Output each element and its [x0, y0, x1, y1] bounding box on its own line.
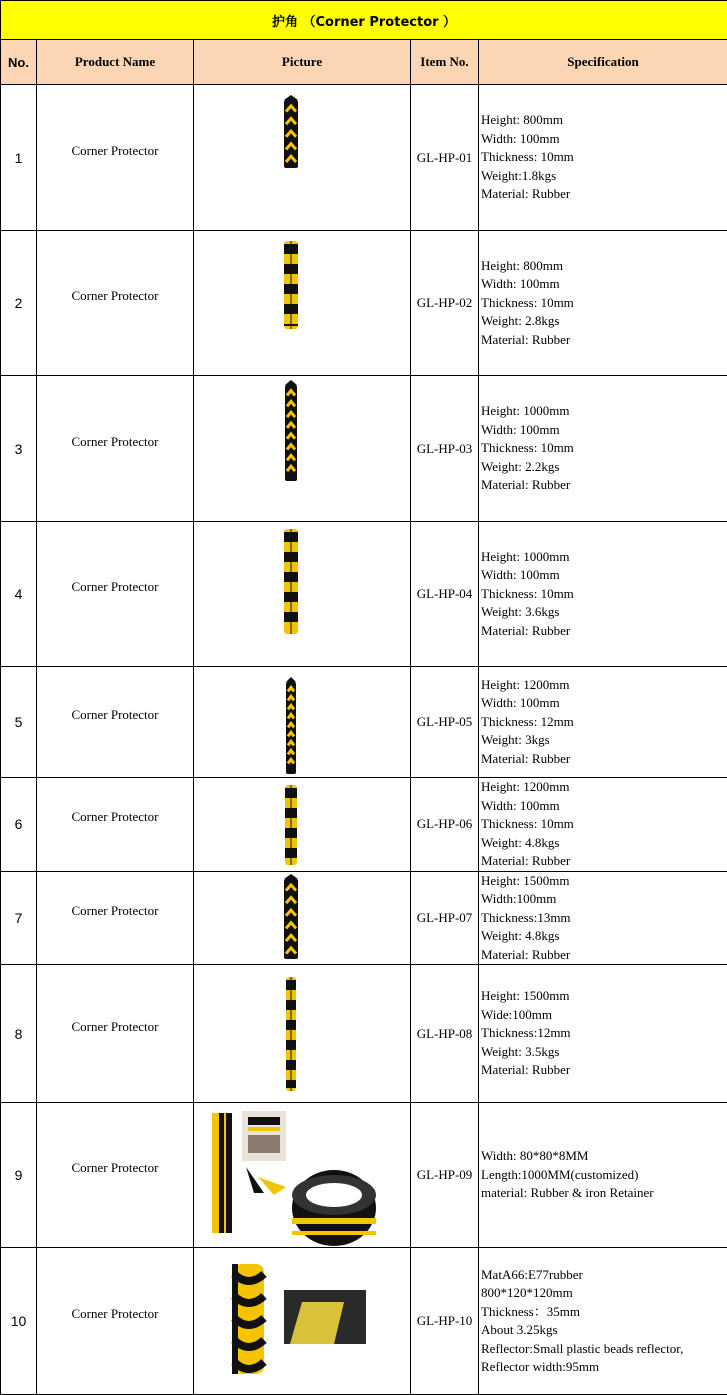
product-picture-cell: [194, 1248, 411, 1395]
product-name: Corner Protector: [71, 809, 158, 824]
specification-line: Height: 800mm: [481, 257, 727, 276]
row-number: 9: [1, 1103, 37, 1248]
table-row: [1, 778, 727, 872]
product-name: Corner Protector: [71, 1019, 158, 1034]
specification-line: Height: 1000mm: [481, 402, 727, 421]
striped-round-corner-protector-icon: [194, 231, 410, 375]
specification-line: Thickness:12mm: [481, 1024, 727, 1043]
product-picture-cell: [194, 522, 411, 667]
specification-line: Width: 80*80*8MM: [481, 1147, 727, 1166]
specification-line: MatA66:E77rubber: [481, 1266, 727, 1285]
specification-line: Thickness: 12mm: [481, 713, 727, 732]
specification-line: Material: Rubber: [481, 946, 727, 965]
item-number: GL-HP-04: [411, 522, 479, 667]
specification-line: Width: 100mm: [481, 130, 727, 149]
product-name: Corner Protector: [71, 288, 158, 303]
product-name-cell: [37, 667, 194, 778]
specification-line: Height: 1500mm: [481, 872, 727, 891]
specification-line: Weight: 3kgs: [481, 731, 727, 750]
specification-cell: [479, 376, 727, 522]
row-number: 7: [1, 871, 37, 965]
striped-round-corner-protector-icon: [194, 779, 410, 870]
row-number: 5: [1, 667, 37, 778]
product-picture-cell: [194, 85, 411, 231]
specification-line: Material: Rubber: [481, 622, 727, 641]
item-number: GL-HP-08: [411, 965, 479, 1103]
specification-line: material: Rubber & iron Retainer: [481, 1184, 727, 1203]
header-item-no: Item No.: [411, 40, 479, 85]
row-number: 8: [1, 965, 37, 1103]
specification-line: Material: Rubber: [481, 331, 727, 350]
specification-line: Length:1000MM(customized): [481, 1166, 727, 1185]
specification-cell: [479, 965, 727, 1103]
specification-line: Height: 1000mm: [481, 548, 727, 567]
product-name-cell: [37, 376, 194, 522]
specification-line: Weight:1.8kgs: [481, 167, 727, 186]
reflective-corner-guard-photos-icon: [194, 1248, 410, 1394]
specification-line: 800*120*120mm: [481, 1284, 727, 1303]
specification-cell: [479, 85, 727, 231]
product-name: Corner Protector: [71, 1160, 158, 1175]
item-number: GL-HP-06: [411, 778, 479, 872]
product-name: Corner Protector: [71, 1306, 158, 1321]
product-name-cell: [37, 871, 194, 965]
specification-line: Thickness：35mm: [481, 1303, 727, 1322]
specification-line: Material: Rubber: [481, 185, 727, 204]
product-picture-cell: [194, 231, 411, 376]
product-name-cell: [37, 1103, 194, 1248]
table-row: [1, 667, 727, 778]
specification-line: Height: 1200mm: [481, 778, 727, 797]
specification-line: Thickness:13mm: [481, 909, 727, 928]
specification-cell: [479, 1103, 727, 1248]
table-row: [1, 522, 727, 667]
product-name-cell: [37, 965, 194, 1103]
table-row: [1, 1248, 727, 1395]
header-no: No.: [1, 40, 37, 85]
table-row: [1, 231, 727, 376]
product-name-cell: [37, 1248, 194, 1395]
product-picture-cell: [194, 376, 411, 522]
item-number: GL-HP-10: [411, 1248, 479, 1395]
specification-cell: [479, 667, 727, 778]
table-row: [1, 965, 727, 1103]
specification-line: Thickness: 10mm: [481, 815, 727, 834]
product-name: Corner Protector: [71, 143, 158, 158]
specification-line: Material: Rubber: [481, 1061, 727, 1080]
product-name: Corner Protector: [71, 707, 158, 722]
product-picture-cell: [194, 965, 411, 1103]
specification-line: Material: Rubber: [481, 750, 727, 769]
chevron-corner-protector-icon: [194, 872, 410, 963]
row-number: 6: [1, 778, 37, 872]
specification-line: Weight: 4.8kgs: [481, 834, 727, 853]
specification-line: Height: 1200mm: [481, 676, 727, 695]
specification-line: Height: 1500mm: [481, 987, 727, 1006]
item-number: GL-HP-07: [411, 871, 479, 965]
row-number: 4: [1, 522, 37, 667]
item-number: GL-HP-02: [411, 231, 479, 376]
specification-line: Wide:100mm: [481, 1006, 727, 1025]
specification-line: Weight: 3.6kgs: [481, 603, 727, 622]
product-name: Corner Protector: [71, 434, 158, 449]
product-name-cell: [37, 778, 194, 872]
specification-cell: [479, 871, 727, 965]
striped-round-corner-protector-icon: [194, 522, 410, 666]
product-name-cell: [37, 231, 194, 376]
item-number: GL-HP-09: [411, 1103, 479, 1248]
specification-line: Weight: 3.5kgs: [481, 1043, 727, 1062]
row-number: 2: [1, 231, 37, 376]
table-row: [1, 1103, 727, 1248]
specification-line: Weight: 2.8kgs: [481, 312, 727, 331]
row-number: 10: [1, 1248, 37, 1395]
specification-line: Material: Rubber: [481, 852, 727, 871]
header-specification: Specification: [479, 40, 727, 85]
specification-line: Height: 800mm: [481, 111, 727, 130]
specification-cell: [479, 778, 727, 872]
header-product-name: Product Name: [37, 40, 194, 85]
specification-cell: [479, 1248, 727, 1395]
product-name: Corner Protector: [71, 903, 158, 918]
header-picture: Picture: [194, 40, 411, 85]
table-row: [1, 376, 727, 522]
specification-line: Thickness: 10mm: [481, 585, 727, 604]
chevron-corner-protector-icon: [194, 85, 410, 230]
specification-line: Width: 100mm: [481, 694, 727, 713]
product-name-cell: [37, 85, 194, 231]
product-picture-cell: [194, 778, 411, 872]
product-picture-cell: [194, 1103, 411, 1248]
specification-line: Width: 100mm: [481, 421, 727, 440]
product-name: Corner Protector: [71, 579, 158, 594]
item-number: GL-HP-05: [411, 667, 479, 778]
header-row: [1, 40, 727, 85]
specification-line: Width:100mm: [481, 890, 727, 909]
row-number: 3: [1, 376, 37, 522]
product-picture-cell: [194, 667, 411, 778]
specification-line: Width: 100mm: [481, 566, 727, 585]
rubber-corner-guard-photos-icon: [194, 1103, 410, 1247]
specification-line: Thickness: 10mm: [481, 439, 727, 458]
product-picture-cell: [194, 871, 411, 965]
specification-line: Weight: 2.2kgs: [481, 458, 727, 477]
specification-line: Width: 100mm: [481, 797, 727, 816]
item-number: GL-HP-01: [411, 85, 479, 231]
item-number: GL-HP-03: [411, 376, 479, 522]
table-row: [1, 871, 727, 965]
table-title: 护角 （Corner Protector ）: [1, 1, 727, 40]
specification-line: Reflector width:95mm: [481, 1358, 727, 1377]
specification-line: Thickness: 10mm: [481, 294, 727, 313]
specification-line: Weight: 4.8kgs: [481, 927, 727, 946]
row-number: 1: [1, 85, 37, 231]
specification-cell: [479, 231, 727, 376]
chevron-corner-protector-icon: [194, 376, 410, 521]
chevron-corner-protector-icon: [194, 667, 410, 777]
specification-line: Thickness: 10mm: [481, 148, 727, 167]
specification-line: Reflector:Small plastic beads reflector,: [481, 1340, 727, 1359]
specification-cell: [479, 522, 727, 667]
specification-line: About 3.25kgs: [481, 1321, 727, 1340]
specification-line: Width: 100mm: [481, 275, 727, 294]
striped-round-corner-protector-icon: [194, 965, 410, 1102]
table-row: [1, 85, 727, 231]
product-name-cell: [37, 522, 194, 667]
specification-line: Material: Rubber: [481, 476, 727, 495]
